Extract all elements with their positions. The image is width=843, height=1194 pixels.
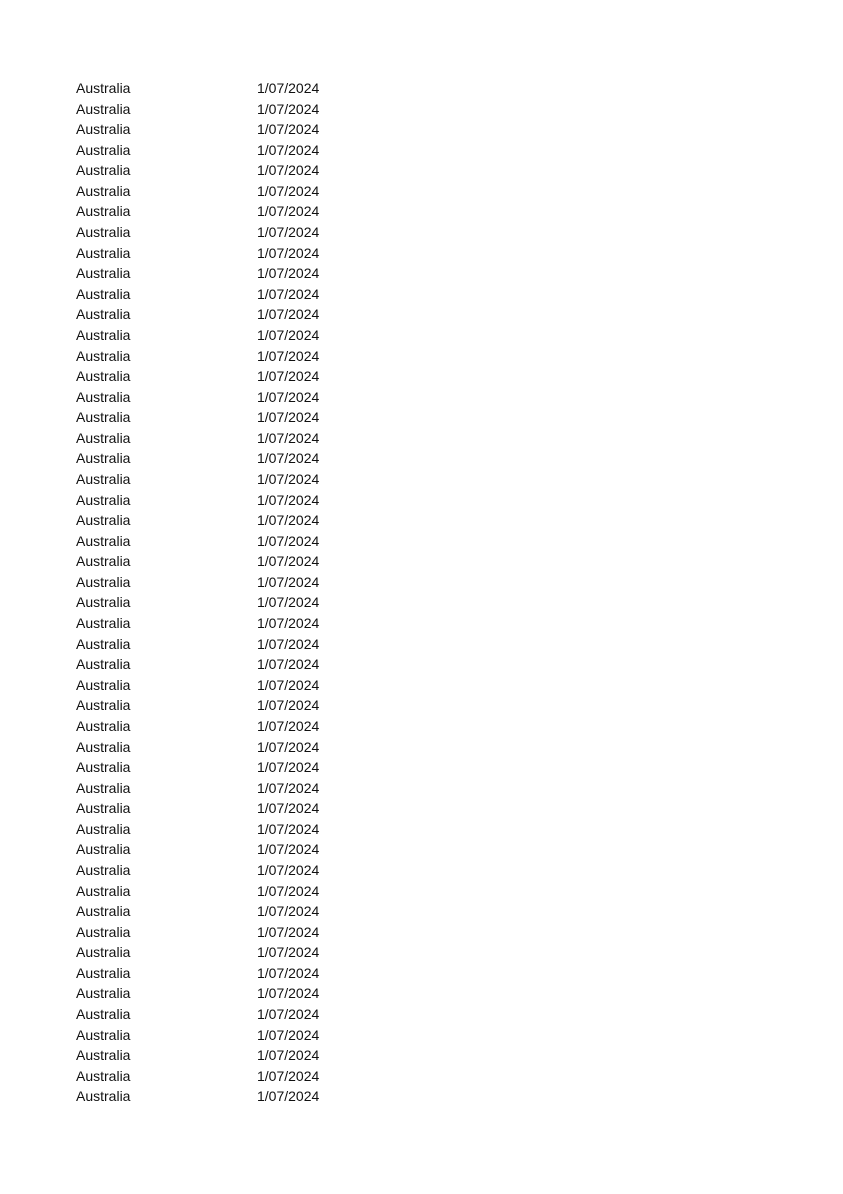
date-cell: 1/07/2024 xyxy=(257,779,320,796)
date-cell: 1/07/2024 xyxy=(257,491,320,508)
date-cell: 1/07/2024 xyxy=(257,923,320,940)
table-row xyxy=(0,654,843,675)
table-row xyxy=(0,613,843,634)
table-row xyxy=(0,819,843,840)
date-cell: 1/07/2024 xyxy=(257,573,320,590)
table-row xyxy=(0,99,843,120)
table-row xyxy=(0,798,843,819)
date-cell: 1/07/2024 xyxy=(257,1047,320,1064)
country-cell: Australia xyxy=(76,944,131,961)
date-cell: 1/07/2024 xyxy=(257,820,320,837)
date-cell: 1/07/2024 xyxy=(257,800,320,817)
date-cell: 1/07/2024 xyxy=(257,306,320,323)
country-cell: Australia xyxy=(76,491,131,508)
date-cell: 1/07/2024 xyxy=(257,944,320,961)
country-cell: Australia xyxy=(76,779,131,796)
table-row xyxy=(0,716,843,737)
table-row xyxy=(0,901,843,922)
date-cell: 1/07/2024 xyxy=(257,409,320,426)
table-row xyxy=(0,119,843,140)
table-row xyxy=(0,181,843,202)
country-cell: Australia xyxy=(76,80,131,96)
date-cell: 1/07/2024 xyxy=(257,1067,320,1084)
country-cell: Australia xyxy=(76,553,131,570)
country-cell: Australia xyxy=(76,923,131,940)
table-row xyxy=(0,469,843,490)
table-row xyxy=(0,922,843,943)
table-row xyxy=(0,983,843,1004)
table-row xyxy=(0,448,843,469)
country-cell: Australia xyxy=(76,697,131,714)
table-row xyxy=(0,428,843,449)
date-cell: 1/07/2024 xyxy=(257,326,320,343)
date-cell: 1/07/2024 xyxy=(257,841,320,858)
country-cell: Australia xyxy=(76,1026,131,1043)
table-row xyxy=(0,531,843,552)
table-row xyxy=(0,634,843,655)
table-row xyxy=(0,284,843,305)
table-row xyxy=(0,243,843,264)
country-cell: Australia xyxy=(76,615,131,632)
country-cell: Australia xyxy=(76,635,131,652)
country-cell: Australia xyxy=(76,676,131,693)
date-cell: 1/07/2024 xyxy=(257,594,320,611)
date-cell: 1/07/2024 xyxy=(257,429,320,446)
country-cell: Australia xyxy=(76,121,131,138)
table-row xyxy=(0,304,843,325)
country-cell: Australia xyxy=(76,1067,131,1084)
country-cell: Australia xyxy=(76,224,131,241)
date-cell: 1/07/2024 xyxy=(257,635,320,652)
table-row xyxy=(0,366,843,387)
date-cell: 1/07/2024 xyxy=(257,100,320,117)
date-cell: 1/07/2024 xyxy=(257,265,320,282)
date-cell: 1/07/2024 xyxy=(257,656,320,673)
date-cell: 1/07/2024 xyxy=(257,162,320,179)
table-row xyxy=(0,695,843,716)
country-cell: Australia xyxy=(76,162,131,179)
table-row xyxy=(0,757,843,778)
table-row xyxy=(0,160,843,181)
country-cell: Australia xyxy=(76,820,131,837)
country-cell: Australia xyxy=(76,841,131,858)
date-cell: 1/07/2024 xyxy=(257,615,320,632)
date-cell: 1/07/2024 xyxy=(257,244,320,261)
country-cell: Australia xyxy=(76,450,131,467)
spreadsheet-table xyxy=(0,78,843,1107)
country-cell: Australia xyxy=(76,656,131,673)
table-row xyxy=(0,592,843,613)
date-cell: 1/07/2024 xyxy=(257,368,320,385)
date-cell: 1/07/2024 xyxy=(257,964,320,981)
date-cell: 1/07/2024 xyxy=(257,985,320,1002)
date-cell: 1/07/2024 xyxy=(257,141,320,158)
date-cell: 1/07/2024 xyxy=(257,121,320,138)
country-cell: Australia xyxy=(76,1088,131,1105)
country-cell: Australia xyxy=(76,800,131,817)
date-cell: 1/07/2024 xyxy=(257,1088,320,1105)
date-cell: 1/07/2024 xyxy=(257,676,320,693)
date-cell: 1/07/2024 xyxy=(257,759,320,776)
country-cell: Australia xyxy=(76,573,131,590)
country-cell: Australia xyxy=(76,470,131,487)
table-row xyxy=(0,140,843,161)
country-cell: Australia xyxy=(76,882,131,899)
table-row xyxy=(0,325,843,346)
date-cell: 1/07/2024 xyxy=(257,717,320,734)
date-cell: 1/07/2024 xyxy=(257,512,320,529)
country-cell: Australia xyxy=(76,903,131,920)
country-cell: Australia xyxy=(76,1006,131,1023)
country-cell: Australia xyxy=(76,347,131,364)
date-cell: 1/07/2024 xyxy=(257,224,320,241)
table-row xyxy=(0,963,843,984)
country-cell: Australia xyxy=(76,759,131,776)
table-row xyxy=(0,675,843,696)
country-cell: Australia xyxy=(76,368,131,385)
date-cell: 1/07/2024 xyxy=(257,80,320,96)
date-cell: 1/07/2024 xyxy=(257,1026,320,1043)
table-row xyxy=(0,942,843,963)
country-cell: Australia xyxy=(76,306,131,323)
table-row xyxy=(0,1025,843,1046)
date-cell: 1/07/2024 xyxy=(257,882,320,899)
country-cell: Australia xyxy=(76,717,131,734)
table-row xyxy=(0,737,843,758)
country-cell: Australia xyxy=(76,738,131,755)
table-row xyxy=(0,387,843,408)
date-cell: 1/07/2024 xyxy=(257,738,320,755)
table-row xyxy=(0,1066,843,1087)
date-cell: 1/07/2024 xyxy=(257,1006,320,1023)
country-cell: Australia xyxy=(76,985,131,1002)
table-row xyxy=(0,407,843,428)
date-cell: 1/07/2024 xyxy=(257,903,320,920)
table-row xyxy=(0,263,843,284)
country-cell: Australia xyxy=(76,244,131,261)
country-cell: Australia xyxy=(76,265,131,282)
country-cell: Australia xyxy=(76,100,131,117)
country-cell: Australia xyxy=(76,388,131,405)
country-cell: Australia xyxy=(76,1047,131,1064)
date-cell: 1/07/2024 xyxy=(257,861,320,878)
country-cell: Australia xyxy=(76,964,131,981)
date-cell: 1/07/2024 xyxy=(257,388,320,405)
date-cell: 1/07/2024 xyxy=(257,532,320,549)
date-cell: 1/07/2024 xyxy=(257,182,320,199)
date-cell: 1/07/2024 xyxy=(257,203,320,220)
country-cell: Australia xyxy=(76,512,131,529)
table-row xyxy=(0,346,843,367)
table-row xyxy=(0,510,843,531)
country-cell: Australia xyxy=(76,182,131,199)
table-row xyxy=(0,839,843,860)
table-row xyxy=(0,201,843,222)
table-row xyxy=(0,881,843,902)
date-cell: 1/07/2024 xyxy=(257,470,320,487)
table-row xyxy=(0,490,843,511)
table-row xyxy=(0,1045,843,1066)
table-row xyxy=(0,778,843,799)
country-cell: Australia xyxy=(76,532,131,549)
country-cell: Australia xyxy=(76,594,131,611)
date-cell: 1/07/2024 xyxy=(257,553,320,570)
country-cell: Australia xyxy=(76,203,131,220)
table-row xyxy=(0,1086,843,1107)
country-cell: Australia xyxy=(76,141,131,158)
country-cell: Australia xyxy=(76,861,131,878)
date-cell: 1/07/2024 xyxy=(257,450,320,467)
table-row xyxy=(0,572,843,593)
table-row xyxy=(0,78,843,99)
table-row xyxy=(0,222,843,243)
date-cell: 1/07/2024 xyxy=(257,347,320,364)
country-cell: Australia xyxy=(76,409,131,426)
date-cell: 1/07/2024 xyxy=(257,697,320,714)
country-cell: Australia xyxy=(76,326,131,343)
table-row xyxy=(0,860,843,881)
table-row xyxy=(0,551,843,572)
date-cell: 1/07/2024 xyxy=(257,285,320,302)
country-cell: Australia xyxy=(76,429,131,446)
country-cell: Australia xyxy=(76,285,131,302)
table-row xyxy=(0,1004,843,1025)
